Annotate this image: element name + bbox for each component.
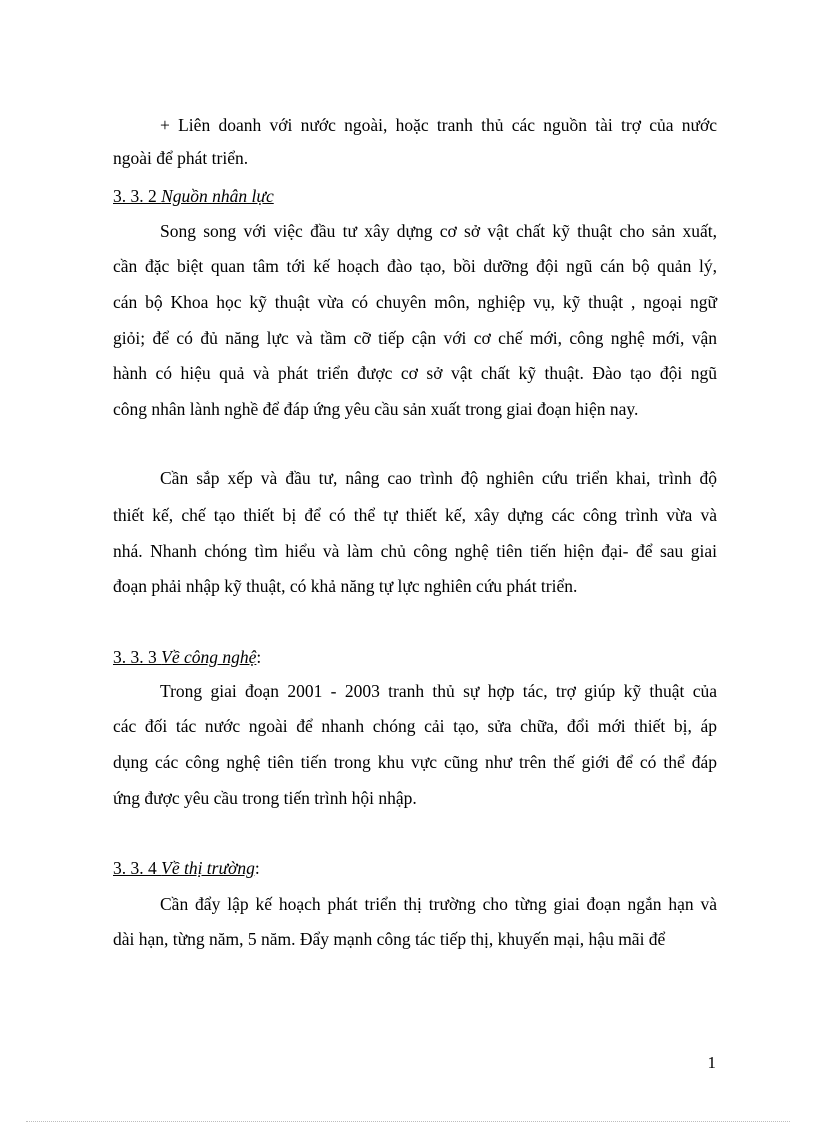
paragraph-2-line-2: cần đặc biệt quan tâm tới kế hoạch đào tạo, bồi dưỡng đội ngũ cán bộ quản lý, (113, 256, 717, 276)
paragraph-2-line-1: Song song với việc đầu tư xây dựng cơ sở vật chất kỹ thuật cho sản xuất, (160, 221, 717, 241)
paragraph-3-line-1: Cần sắp xếp và đầu tư, nâng cao trình độ nghiên cứu triển khai, trình độ (160, 468, 717, 488)
paragraph-2-line-5: hành có hiệu quả và phát triển được cơ sở vật chất kỹ thuật. Đào tạo đội ngũ (113, 363, 717, 383)
section-suffix: : (256, 647, 262, 667)
section-title: Về thị trường (161, 858, 255, 878)
section-number: 3. 3. 4 (113, 858, 162, 878)
section-number: 3. 3. 3 (113, 647, 162, 667)
paragraph-2-line-3: cán bộ Khoa học kỹ thuật vừa có chuyên môn, nghiệp vụ, kỹ thuật , ngoại ngữ (113, 292, 717, 312)
section-heading-3-3-4 (113, 857, 260, 879)
paragraph-4-line-3: dụng các công nghệ tiên tiến trong khu vực cũng như trên thế giới để có thể đáp (113, 752, 717, 772)
section-heading-3-3-2 (113, 185, 274, 207)
paragraph-1-line-1: + Liên doanh với nước ngoài, hoặc tranh thủ các nguồn tài trợ của nước (160, 115, 717, 135)
section-heading-3-3-3 (113, 646, 261, 668)
paragraph-2-line-4: giỏi; để có đủ năng lực và tầm cỡ tiếp cận với cơ chế mới, công nghệ mới, vận (113, 328, 717, 348)
paragraph-4-line-4: ứng được yêu cầu trong tiến trình hội nhập. (113, 788, 417, 808)
paragraph-3-line-3: nhá. Nhanh chóng tìm hiểu và làm chủ công nghệ tiên tiến hiện đại- để sau giai (113, 541, 717, 561)
paragraph-5-line-2: dài hạn, từng năm, 5 năm. Đẩy mạnh công tác tiếp thị, khuyến mại, hậu mãi để (113, 929, 666, 949)
section-suffix: : (254, 858, 260, 878)
paragraph-2-line-6: công nhân lành nghề để đáp ứng yêu cầu sản xuất trong giai đoạn hiện nay. (113, 399, 639, 419)
paragraph-1-line-2: ngoài để phát triển. (113, 148, 249, 168)
paragraph-4-line-1: Trong giai đoạn 2001 - 2003 tranh thủ sự hợp tác, trợ giúp kỹ thuật của (160, 681, 717, 701)
paragraph-4-line-2: các đối tác nước ngoài để nhanh chóng cải tạo, sửa chữa, đổi mới thiết bị, áp (113, 716, 717, 736)
page-bottom-divider (26, 1121, 790, 1122)
paragraph-3-line-4: đoạn phải nhập kỹ thuật, có khả năng tự lực nghiên cứu phát triển. (113, 576, 578, 596)
page-number: 1 (707, 1053, 716, 1072)
paragraph-5-line-1: Cần đẩy lập kế hoạch phát triển thị trường cho từng giai đoạn ngắn hạn và (160, 894, 717, 914)
paragraph-3-line-2: thiết kế, chế tạo thiết bị để có thể tự thiết kế, xây dựng các công trình vừa và (113, 505, 717, 525)
section-title: Nguồn nhân lực (161, 186, 274, 206)
section-number: 3. 3. 2 (113, 186, 162, 206)
section-title: Về công nghệ (161, 647, 257, 667)
